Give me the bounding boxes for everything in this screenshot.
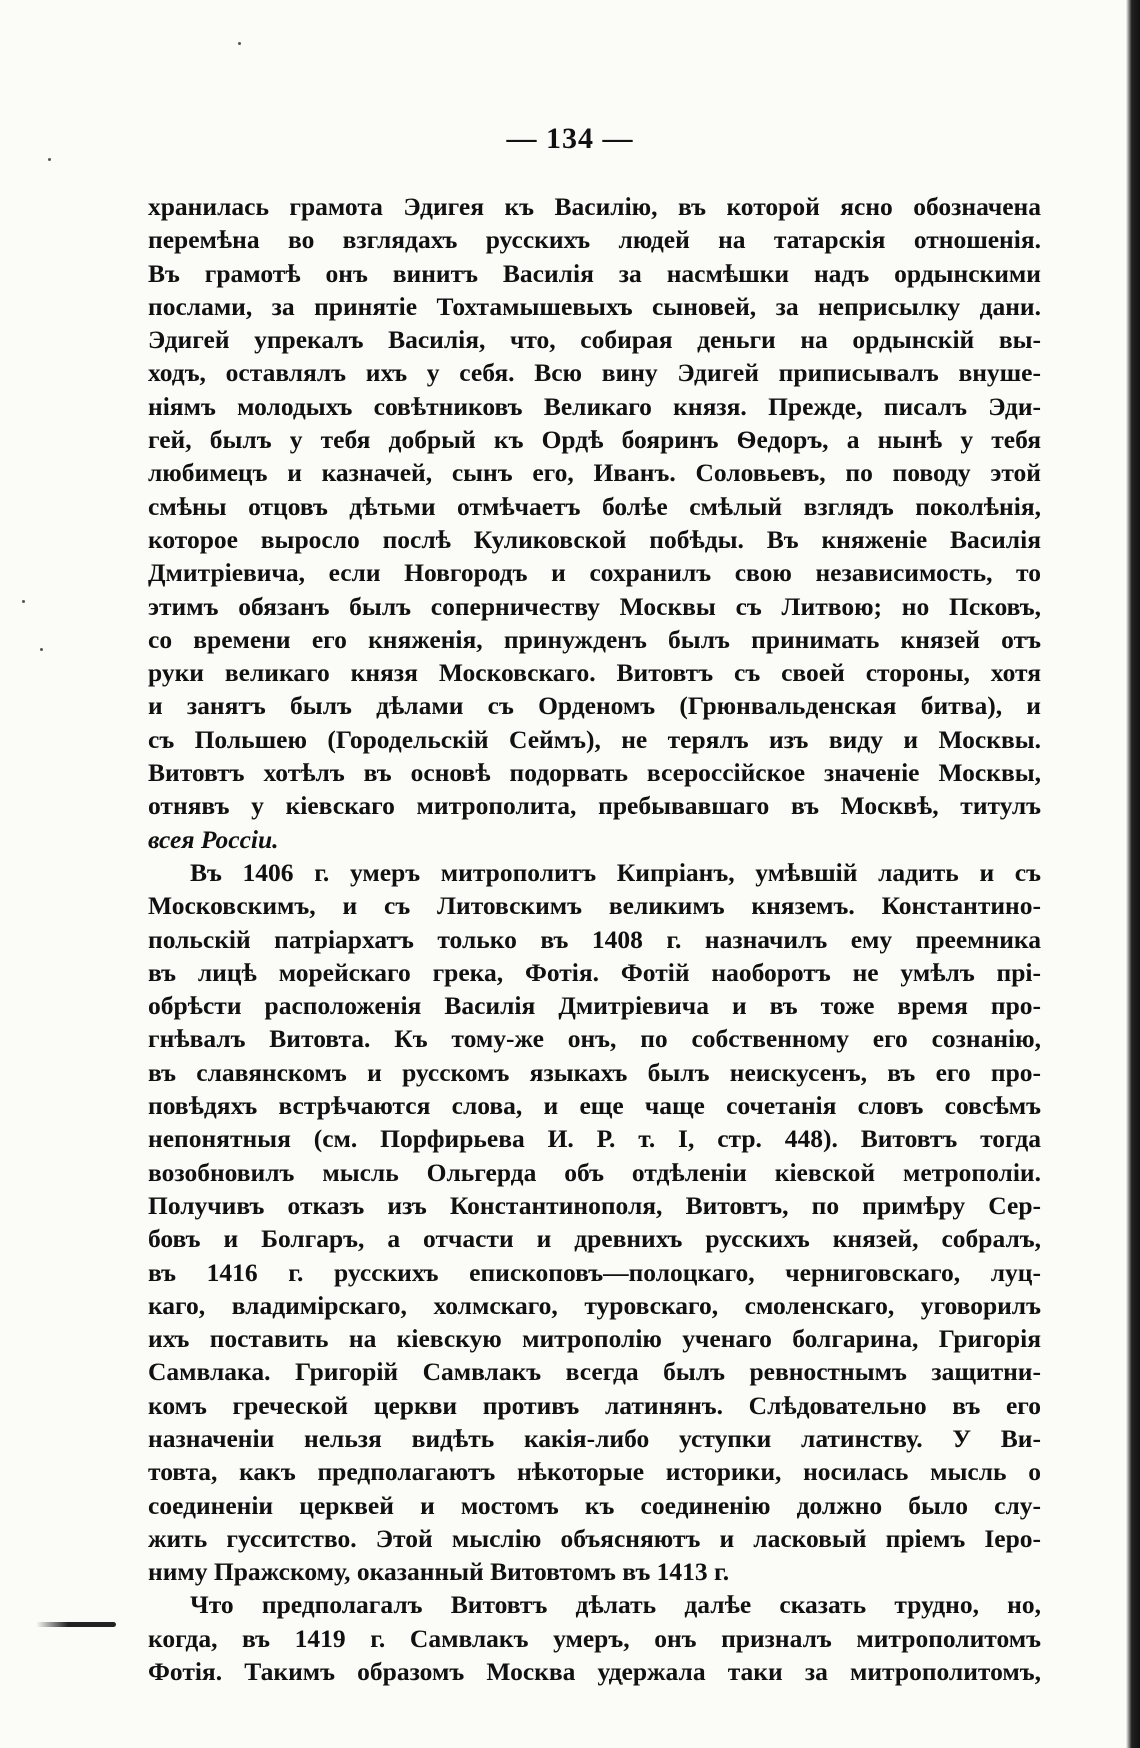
- print-speck: [40, 648, 43, 651]
- text-line: гнѣвалъ Витовта. Къ тому-же онъ, по собственному его сознанію,: [148, 1024, 1041, 1054]
- text-line: ніямъ молодыхъ совѣтниковъ Великаго князя. Прежде, писалъ Эди-: [148, 391, 1041, 421]
- text-line: послами, за принятіе Тохтамышевыхъ сыновей, за неприсылку дани.: [148, 291, 1041, 321]
- text-line: возобновилъ мысль Ольгерда объ отдѣленіи кіевской метрополіи.: [148, 1157, 1041, 1187]
- text-line: ниму Пражскому, оказанный Витовтомъ въ 1413 г.: [148, 1557, 730, 1587]
- text-line: каго, владимірскаго, холмскаго, туровскаго, смоленскаго, уговорилъ: [148, 1290, 1041, 1320]
- text-line: ихъ поставить на кіевскую митрополію ученаго болгарина, Григорія: [148, 1324, 1041, 1354]
- text-line: въ славянскомъ и русскомъ языкахъ былъ неискусенъ, въ его про-: [148, 1057, 1041, 1087]
- text-line: товта, какъ предполагаютъ нѣкоторые историки, носилась мысль о: [148, 1457, 1041, 1487]
- text-line: смѣны отцовъ дѣтьми отмѣчаетъ болѣе смѣлый взглядъ поколѣнія,: [148, 491, 1041, 521]
- text-line: Эдигей упрекалъ Василія, что, собирая деньги на ордынскій вы-: [148, 325, 1041, 355]
- text-line: со времени его княженія, принужденъ былъ принимать князей отъ: [148, 624, 1041, 654]
- text-line: этимъ обязанъ былъ соперничеству Москвы съ Литвою; но Псковъ,: [148, 591, 1041, 621]
- text-line: хранилась грамота Эдигея къ Василію, въ которой ясно обозначена: [148, 192, 1041, 221]
- text-line: Получивъ отказъ изъ Константинополя, Витовтъ, по примѣру Сер-: [148, 1190, 1041, 1220]
- text-line: Дмитріевича, если Новгородъ и сохранилъ свою независимость, то: [148, 558, 1041, 588]
- text-line: съ Польшею (Городельскій Сеймъ), не терялъ изъ виду и Москвы.: [148, 724, 1041, 754]
- text-line: бовъ и Болгаръ, а отчасти и древнихъ русскихъ князей, собралъ,: [148, 1224, 1041, 1254]
- text-line: непонятныя (см. Порфирьева И. Р. т. I, стр. 448). Витовтъ тогда: [148, 1124, 1041, 1154]
- text-line: ходъ, оставлялъ ихъ у себя. Всю вину Эдигей приписывалъ внуше-: [148, 358, 1041, 388]
- text-line: которое выросло послѣ Куликовской побѣды. Въ княженіе Василія: [148, 524, 1041, 554]
- text-line: Витовтъ хотѣлъ въ основѣ подорвать всероссійское значеніе Москвы,: [148, 758, 1041, 788]
- text-line: Самвлака. Григорій Самвлакъ всегда былъ ревностнымъ защитни-: [148, 1357, 1041, 1387]
- print-speck: [48, 158, 51, 161]
- text-line: руки великаго князя Московскаго. Витовтъ съ своей стороны, хотя: [148, 658, 1041, 688]
- paragraph-start-line: Въ 1406 г. умеръ митрополитъ Кипріанъ, умѣвшій ладить и съ: [190, 857, 1041, 887]
- scan-mark: [36, 1622, 116, 1627]
- text-line: въ лицѣ морейскаго грека, Фотія. Фотій наоборотъ не умѣлъ прі-: [148, 957, 1041, 987]
- text-line: Московскимъ, и съ Литовскимъ великимъ княземъ. Константино-: [148, 891, 1041, 921]
- print-speck: [22, 600, 25, 603]
- page-number: — 134 —: [506, 122, 634, 155]
- print-speck: [238, 42, 241, 45]
- text-line: гей, былъ у тебя добрый къ Ордѣ бояринъ Ѳедоръ, а нынѣ у тебя: [148, 425, 1041, 455]
- text-line: соединеніи церквей и мостомъ къ соединенію должно было слу-: [148, 1490, 1041, 1520]
- text-line: въ 1416 г. русскихъ епископовъ—полоцкаго, черниговскаго, луц-: [148, 1257, 1041, 1287]
- text-line: жить гусситство. Этой мыслію объясняютъ и ласковый пріемъ Іеро-: [148, 1523, 1041, 1553]
- paragraph-start-line: Что предполагалъ Витовтъ дѣлать далѣе сказать трудно, но,: [190, 1590, 1041, 1620]
- text-line: когда, въ 1419 г. Самвлакъ умеръ, онъ призналъ митрополитомъ: [148, 1623, 1041, 1653]
- page-edge-shadow: [1126, 0, 1140, 1748]
- text-line: комъ греческой церкви противъ латинянъ. Слѣдовательно въ его: [148, 1390, 1041, 1420]
- body-text: [148, 190, 1041, 1688]
- text-line: назначеніи нельзя видѣть какія-либо уступки латинству. У Ви-: [148, 1423, 1041, 1453]
- text-line: Въ грамотѣ онъ винитъ Василія за насмѣшки надъ ордынскими: [148, 258, 1041, 288]
- text-line: любимецъ и казначей, сынъ его, Иванъ. Соловьевъ, по поводу этой: [148, 458, 1041, 488]
- text-line: и занятъ былъ дѣлами съ Орденомъ (Грюнвальденская битва), и: [148, 691, 1041, 721]
- text-line: повѣдяхъ встрѣчаются слова, и еще чаще сочетанія словъ совсѣмъ: [148, 1091, 1041, 1121]
- text-line: Фотія. Такимъ образомъ Москва удержала таки за митрополитомъ,: [148, 1657, 1041, 1687]
- text-line-italic: всея Россіи.: [148, 824, 279, 854]
- text-line: польскій патріархатъ только въ 1408 г. назначилъ ему преемника: [148, 924, 1041, 954]
- text-line: отнявъ у кіевскаго митрополита, пребывавшаго въ Москвѣ, титулъ: [148, 791, 1041, 821]
- text-line: обрѣсти расположенія Василія Дмитріевича и въ тоже время про-: [148, 991, 1041, 1021]
- text-line: перемѣна во взглядахъ русскихъ людей на татарскія отношенія.: [148, 225, 1041, 255]
